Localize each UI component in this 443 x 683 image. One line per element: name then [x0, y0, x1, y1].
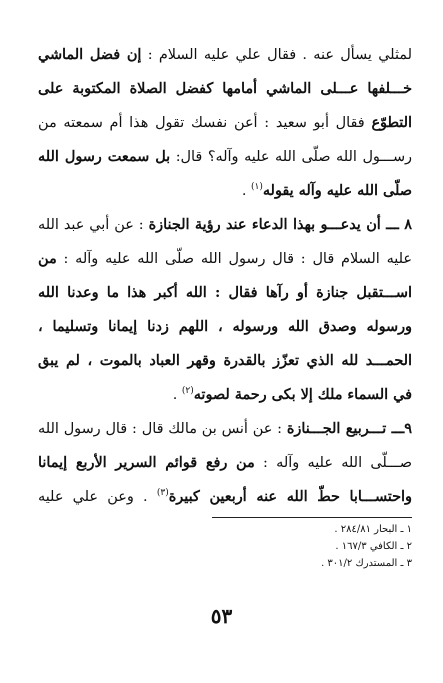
text: رســـول الله صلّى الله عليه وآله؟ قال: — [170, 149, 412, 165]
footnote-1: ١ ـ البحار ٢٨٤/٨١ . — [334, 524, 412, 535]
text-line — [38, 276, 412, 310]
footnote-2: ٢ ـ الكافي ١٦٧/٣ . — [335, 541, 412, 552]
text: لمثلي يسأل عنه . فقال علي عليه السلام : — [141, 47, 412, 63]
text-line — [38, 310, 412, 344]
text-line — [38, 480, 412, 514]
text-line — [38, 174, 412, 208]
bold-text: في السماء ملك إلا بكى رحمة لصوته — [193, 386, 412, 403]
bold-text: ورسوله وصدق الله ورسوله ، اللهم زدنا إيمانا وتسليما ، — [38, 318, 412, 335]
footnote-ref: (٣) — [156, 488, 169, 499]
text: : عن أبي عبد الله — [38, 217, 149, 233]
bold-text: بل سمعت رسول الله — [38, 148, 171, 165]
text-line — [38, 72, 412, 106]
text: . — [172, 387, 182, 403]
text-line — [38, 38, 412, 72]
bold-text: من — [38, 250, 57, 267]
bold-text: من رفع قوائم السرير الأربع إيمانا — [38, 454, 255, 471]
bold-text: إن فضل الماشي — [38, 46, 142, 63]
text-line — [38, 378, 412, 412]
bold-text: صلّى الله عليه وآله يقوله — [262, 182, 412, 199]
item-number: ٨ ـــ — [386, 216, 412, 233]
bold-text: اســـتقبل جنازة أو رآها فقال : الله أكبر هذا ما وعدنا الله — [38, 284, 412, 301]
text-line — [38, 242, 412, 276]
body-text — [38, 38, 412, 514]
text: . — [241, 183, 251, 199]
page-number: ٥٣ — [210, 604, 233, 628]
text: : عن أنس بن مالك قال : قال رسول الله — [38, 421, 287, 437]
text-line — [38, 412, 412, 446]
text-line — [38, 344, 412, 378]
bold-text: خـــلفها عـــلى الماشي أمامها كفضل الصلاة المكتوبة على — [38, 80, 412, 97]
text: . وعن علي عليه — [38, 489, 157, 505]
text-line — [38, 208, 412, 242]
footnote-divider — [212, 517, 412, 518]
footnote-3: ٣ ـ المستدرك ٣٠١/٢ . — [321, 558, 412, 569]
bold-text: الحمـــد لله الذي تعزّز بالقدرة وقهر العباد بالموت ، لم يبق — [38, 352, 412, 369]
text: صـــلّى الله عليه وآله : — [254, 455, 412, 471]
footnote-ref: (٢) — [181, 386, 194, 397]
footnote-ref: (١) — [250, 182, 263, 193]
text: فقال أبو سعيد : أعن نفسك تقول هذا أم سمعته من — [38, 115, 372, 131]
bold-text: واحتســـابا حطّ الله عنه أربعين كبيرة — [168, 488, 412, 505]
bold-text: تـــربيع الجـــنازة — [286, 420, 392, 437]
bold-text: التطوّع — [371, 114, 412, 131]
text: عليه السلام قال : قال رسول الله صلّى الله عليه وآله : — [56, 251, 412, 267]
footnotes — [212, 521, 412, 572]
text-line — [38, 446, 412, 480]
bold-text: أن يدعـــو بهذا الدعاء عند رؤية الجنازة — [148, 216, 387, 233]
text-line — [38, 106, 412, 140]
item-number: ٩ـــ — [391, 420, 412, 437]
text-line — [38, 140, 412, 174]
